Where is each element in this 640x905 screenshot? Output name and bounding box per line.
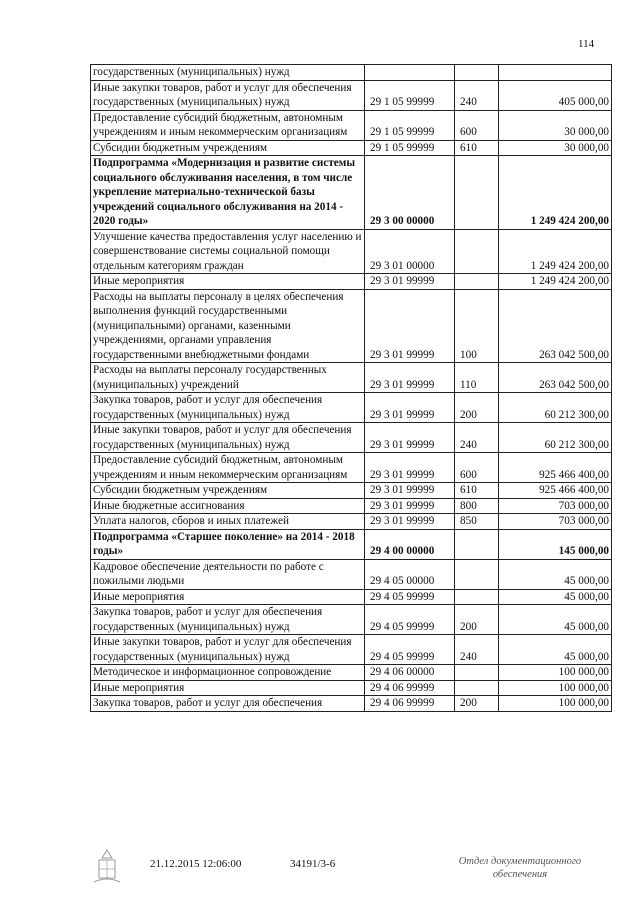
row-amount-cell: 703 000,00 bbox=[499, 498, 612, 514]
row-type-cell bbox=[455, 274, 499, 290]
table-row bbox=[91, 274, 612, 290]
row-type-cell bbox=[455, 589, 499, 605]
row-code-cell: 29 3 01 99999 bbox=[365, 498, 455, 514]
row-name-cell: Методическое и информационное сопровождение bbox=[91, 665, 365, 681]
table-row bbox=[91, 453, 612, 483]
row-type-cell: 600 bbox=[455, 453, 499, 483]
table-row bbox=[91, 140, 612, 156]
row-code-cell: 29 3 01 99999 bbox=[365, 393, 455, 423]
row-name-cell: Иные закупки товаров, работ и услуг для обеспечения государственных (муниципальных) нужд bbox=[91, 423, 365, 453]
row-type-cell: 110 bbox=[455, 363, 499, 393]
row-code-cell: 29 3 01 99999 bbox=[365, 363, 455, 393]
row-code-cell: 29 1 05 99999 bbox=[365, 110, 455, 140]
table-row bbox=[91, 80, 612, 110]
row-code-cell: 29 4 05 99999 bbox=[365, 605, 455, 635]
row-amount-cell: 405 000,00 bbox=[499, 80, 612, 110]
row-name-cell: Подпрограмма «Модернизация и развитие системы социального обслуживания населения, в том числе укрепление материально-технической базы учреждений социального обслуживания на 2014 - 2020 годы» bbox=[91, 156, 365, 230]
table-row bbox=[91, 498, 612, 514]
row-type-cell bbox=[455, 65, 499, 81]
row-amount-cell: 100 000,00 bbox=[499, 696, 612, 712]
row-amount-cell: 100 000,00 bbox=[499, 680, 612, 696]
table-row bbox=[91, 680, 612, 696]
row-code-cell: 29 3 00 00000 bbox=[365, 156, 455, 230]
row-amount-cell: 703 000,00 bbox=[499, 514, 612, 530]
table-row bbox=[91, 423, 612, 453]
row-amount-cell: 45 000,00 bbox=[499, 589, 612, 605]
footer-department-stamp bbox=[440, 855, 600, 881]
row-amount-cell: 60 212 300,00 bbox=[499, 393, 612, 423]
table-row bbox=[91, 665, 612, 681]
row-name-cell: Иные закупки товаров, работ и услуг для обеспечения государственных (муниципальных) нужд bbox=[91, 80, 365, 110]
row-amount-cell: 45 000,00 bbox=[499, 559, 612, 589]
row-code-cell bbox=[365, 65, 455, 81]
row-code-cell: 29 4 06 99999 bbox=[365, 680, 455, 696]
row-type-cell: 240 bbox=[455, 635, 499, 665]
row-name-cell: Подпрограмма «Старшее поколение» на 2014 - 2018 годы» bbox=[91, 529, 365, 559]
footer-doc-number: 34191/3-6 bbox=[290, 858, 336, 870]
row-code-cell: 29 1 05 99999 bbox=[365, 140, 455, 156]
row-amount-cell: 925 466 400,00 bbox=[499, 483, 612, 499]
row-type-cell: 800 bbox=[455, 498, 499, 514]
table-row bbox=[91, 156, 612, 230]
row-amount-cell: 1 249 424 200,00 bbox=[499, 274, 612, 290]
row-type-cell: 100 bbox=[455, 289, 499, 363]
row-amount-cell: 30 000,00 bbox=[499, 110, 612, 140]
row-code-cell: 29 3 01 99999 bbox=[365, 514, 455, 530]
row-type-cell: 240 bbox=[455, 423, 499, 453]
row-name-cell: Иные мероприятия bbox=[91, 589, 365, 605]
table-row bbox=[91, 635, 612, 665]
table-row bbox=[91, 589, 612, 605]
row-name-cell: Предоставление субсидий бюджетным, автономным учреждениям и иным некоммерческим организациям bbox=[91, 453, 365, 483]
row-type-cell: 610 bbox=[455, 140, 499, 156]
row-name-cell: Закупка товаров, работ и услуг для обеспечения bbox=[91, 696, 365, 712]
row-code-cell: 29 3 01 99999 bbox=[365, 423, 455, 453]
row-name-cell: Иные бюджетные ассигнования bbox=[91, 498, 365, 514]
table-row bbox=[91, 289, 612, 363]
row-amount-cell: 1 249 424 200,00 bbox=[499, 156, 612, 230]
row-name-cell: Субсидии бюджетным учреждениям bbox=[91, 483, 365, 499]
row-amount-cell: 263 042 500,00 bbox=[499, 289, 612, 363]
footer-department-line1: Отдел документационного bbox=[458, 856, 582, 867]
row-code-cell: 29 3 01 99999 bbox=[365, 274, 455, 290]
row-type-cell: 600 bbox=[455, 110, 499, 140]
table-row bbox=[91, 529, 612, 559]
row-name-cell: Уплата налогов, сборов и иных платежей bbox=[91, 514, 365, 530]
row-type-cell: 200 bbox=[455, 393, 499, 423]
row-name-cell: Закупка товаров, работ и услуг для обеспечения государственных (муниципальных) нужд bbox=[91, 393, 365, 423]
table-row bbox=[91, 65, 612, 81]
row-type-cell bbox=[455, 229, 499, 274]
row-code-cell: 29 4 05 99999 bbox=[365, 635, 455, 665]
row-name-cell: Иные мероприятия bbox=[91, 680, 365, 696]
footer-date: 21.12.2015 12:06:00 bbox=[150, 858, 242, 870]
row-type-cell bbox=[455, 156, 499, 230]
row-code-cell: 29 4 00 00000 bbox=[365, 529, 455, 559]
row-amount-cell: 60 212 300,00 bbox=[499, 423, 612, 453]
emblem-icon bbox=[90, 848, 124, 888]
row-name-cell: Расходы на выплаты персоналу в целях обеспечения выполнения функций государственными (муниципальными) органами, казенными учреждениями, органами управления государственными внебюджетными фондами bbox=[91, 289, 365, 363]
row-code-cell: 29 4 05 00000 bbox=[365, 559, 455, 589]
row-amount-cell bbox=[499, 65, 612, 81]
row-amount-cell: 1 249 424 200,00 bbox=[499, 229, 612, 274]
row-type-cell bbox=[455, 680, 499, 696]
row-type-cell: 610 bbox=[455, 483, 499, 499]
row-name-cell: Иные мероприятия bbox=[91, 274, 365, 290]
row-name-cell: Предоставление субсидий бюджетным, автономным учреждениям и иным некоммерческим организациям bbox=[91, 110, 365, 140]
row-code-cell: 29 4 06 00000 bbox=[365, 665, 455, 681]
row-amount-cell: 100 000,00 bbox=[499, 665, 612, 681]
row-code-cell: 29 4 06 99999 bbox=[365, 696, 455, 712]
page-number: 114 bbox=[578, 38, 595, 50]
table-row bbox=[91, 514, 612, 530]
row-code-cell: 29 3 01 99999 bbox=[365, 453, 455, 483]
row-code-cell: 29 3 01 00000 bbox=[365, 229, 455, 274]
table-row bbox=[91, 696, 612, 712]
row-type-cell bbox=[455, 665, 499, 681]
row-name-cell: Улучшение качества предоставления услуг населению и совершенствование системы социальной помощи отдельным категориям граждан bbox=[91, 229, 365, 274]
row-code-cell: 29 4 05 99999 bbox=[365, 589, 455, 605]
budget-table bbox=[90, 64, 612, 712]
row-name-cell: Иные закупки товаров, работ и услуг для обеспечения государственных (муниципальных) нужд bbox=[91, 635, 365, 665]
table-row bbox=[91, 483, 612, 499]
table-row bbox=[91, 605, 612, 635]
table-row bbox=[91, 559, 612, 589]
row-type-cell: 200 bbox=[455, 605, 499, 635]
row-name-cell: Кадровое обеспечение деятельности по работе с пожилыми людьми bbox=[91, 559, 365, 589]
table-row bbox=[91, 229, 612, 274]
row-type-cell: 240 bbox=[455, 80, 499, 110]
row-amount-cell: 45 000,00 bbox=[499, 605, 612, 635]
row-amount-cell: 45 000,00 bbox=[499, 635, 612, 665]
row-type-cell: 200 bbox=[455, 696, 499, 712]
row-type-cell bbox=[455, 559, 499, 589]
table-row bbox=[91, 110, 612, 140]
row-type-cell: 850 bbox=[455, 514, 499, 530]
footer-department-line2: обеспечения bbox=[492, 869, 548, 880]
table-row bbox=[91, 363, 612, 393]
row-type-cell bbox=[455, 529, 499, 559]
row-name-cell: Закупка товаров, работ и услуг для обеспечения государственных (муниципальных) нужд bbox=[91, 605, 365, 635]
table-body bbox=[91, 65, 612, 712]
row-code-cell: 29 3 01 99999 bbox=[365, 483, 455, 499]
row-name-cell: Расходы на выплаты персоналу государственных (муниципальных) учреждений bbox=[91, 363, 365, 393]
row-amount-cell: 145 000,00 bbox=[499, 529, 612, 559]
row-name-cell: государственных (муниципальных) нужд bbox=[91, 65, 365, 81]
table-row bbox=[91, 393, 612, 423]
row-amount-cell: 30 000,00 bbox=[499, 140, 612, 156]
row-amount-cell: 925 466 400,00 bbox=[499, 453, 612, 483]
row-code-cell: 29 3 01 99999 bbox=[365, 289, 455, 363]
row-name-cell: Субсидии бюджетным учреждениям bbox=[91, 140, 365, 156]
row-code-cell: 29 1 05 99999 bbox=[365, 80, 455, 110]
row-amount-cell: 263 042 500,00 bbox=[499, 363, 612, 393]
